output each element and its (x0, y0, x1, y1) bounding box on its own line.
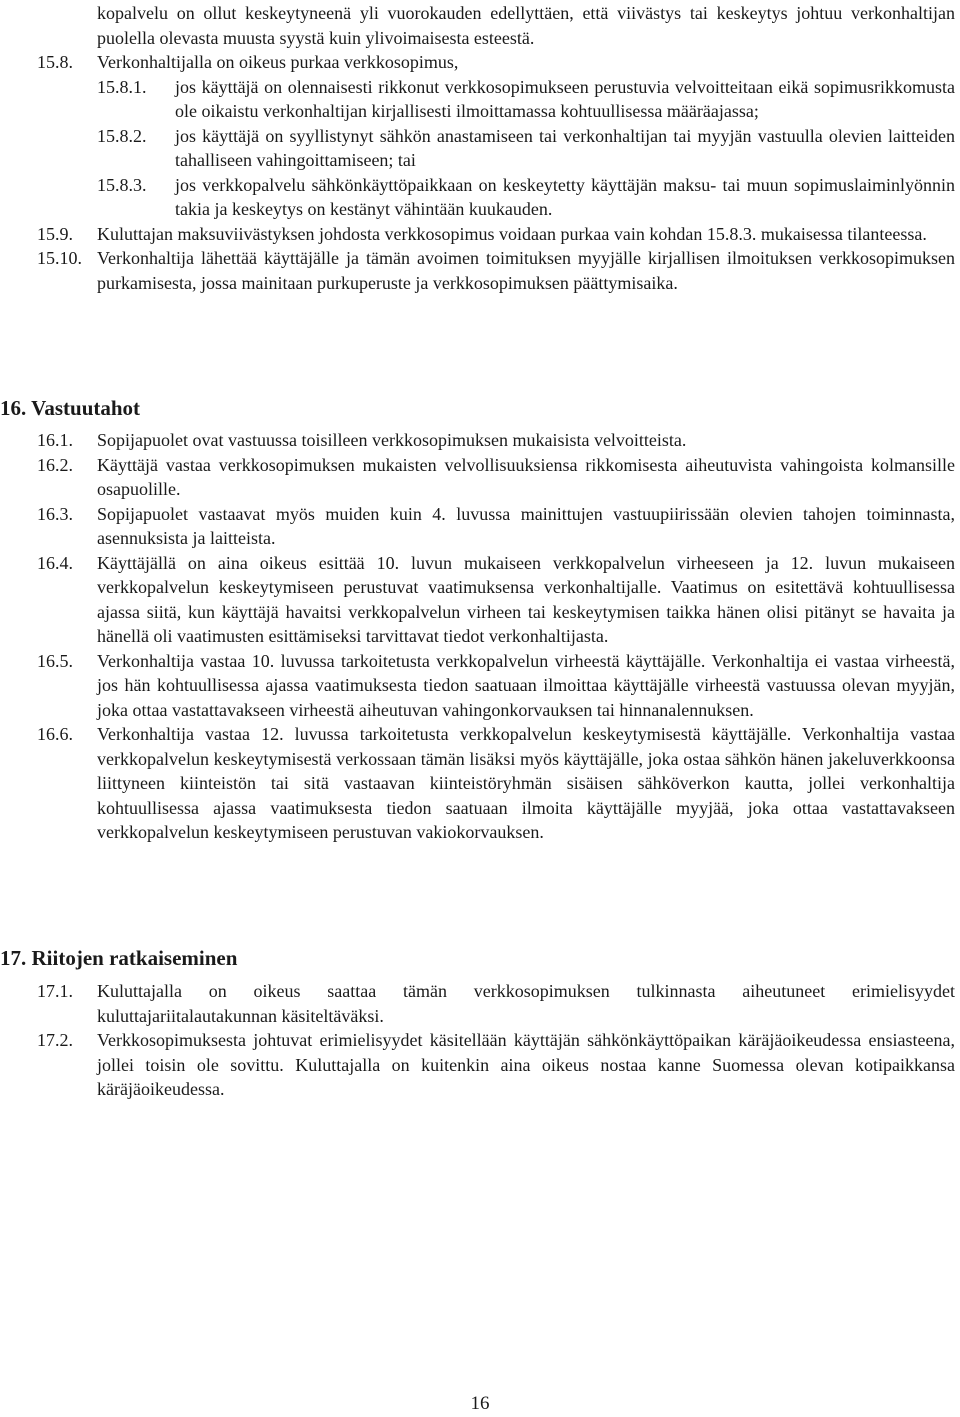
clause-text: Verkonhaltija vastaa 12. luvussa tarkoitetusta verkkopalvelun keskeytymisestä käyttäjälle. Verkonhaltija vastaa verkkopalvelun keskeytymisestä verkossaan tämän lisäksi myös käyttäjälle, joka ostaa sähkön hänen jakeluverkkoonsa liittyneen kiinteistön tai sitä vastaavan kiinteistöryhmän sisäisen sähköverkon kautta, jollei verkonhaltija kohtuullisessa ajassa vaatimuksesta tiedon saatuaan ilmoita käyttäjälle myyjää, joka ottaa vastattavakseen verkkopalvelun keskeytymiseen perustuvan vakiokorvauksen. (97, 724, 955, 842)
clause-text: Sopijapuolet ovat vastuussa toisilleen verkkosopimuksen mukaisista velvoitteista. (97, 430, 687, 450)
clause-17-1 (37, 979, 955, 1028)
clause-17-2 (37, 1028, 955, 1102)
section-heading-16: 16. Vastuutahot (0, 396, 141, 420)
clause-text: Kuluttajalla on oikeus saattaa tämän verkkosopimuksen tulkinnasta aiheutuneet erimielisyydet kuluttajariitalautakunnan käsiteltäväksi. (97, 981, 955, 1026)
clause-text: Verkkosopimuksesta johtuvat erimielisyydet käsitellään käyttäjän sähkönkäyttöpaikan käräjäoikeudessa ensiasteena, jollei toisin ole sovittu. Kuluttajalla on kuitenkin aina oikeus nostaa kanne Suomessa olevan kotipaikkansa käräjäoikeudessa. (97, 1030, 955, 1099)
paragraph-text: kopalvelu on ollut keskeytyneenä yli vuorokauden edellyttäen, että viivästys tai keskeytys johtuu verkonhaltijan puolella olevasta muusta syystä kuin ylivoimaisesta esteestä. (97, 3, 955, 48)
clause-15-8 (37, 50, 955, 75)
clause-number: 15.8.1. (97, 76, 147, 97)
section-heading-17: 17. Riitojen ratkaiseminen (0, 946, 238, 970)
clause-number: 16.5. (37, 650, 73, 671)
clause-number: 16.6. (37, 724, 73, 744)
page-number: 16 (470, 1393, 490, 1414)
clause-number: 15.10. (37, 248, 82, 268)
clause-number: 15.8.2. (97, 125, 147, 146)
clause-16-4 (37, 551, 955, 649)
clause-number: 17.1. (37, 981, 73, 1001)
clause-text: Verkonhaltija lähettää käyttäjälle ja tämän avoimen toimituksen myyjälle kirjallisen ilmoituksen verkkosopimuksen purkamisesta, jossa mainitaan purkuperuste ja verkkosopimuksen päättymisaika. (97, 248, 955, 293)
clause-number: 15.8.3. (97, 174, 147, 195)
section-17 (37, 979, 955, 1102)
clause-16-2 (37, 453, 955, 502)
clause-number: 16.3. (37, 503, 73, 524)
clause-text: jos käyttäjä on syyllistynyt sähkön anastamiseen tai verkonhaltijan tai myyjän vastuulla olevien laitteiden tahalliseen vahingoittamiseen; tai (175, 125, 955, 170)
section-15-8 (37, 50, 955, 295)
clause-16-6 (37, 722, 955, 845)
clause-number: 16.4. (37, 552, 73, 573)
clause-text: Verkonhaltija vastaa 10. luvussa tarkoitetusta verkkopalvelun virheestä käyttäjälle. Verkonhaltija ei vastaa virheestä, jos hän kohtuullisessa ajassa vaatimuksesta tiedon saatuaan ilmoittaa käyttäjälle virheestä vastuussa olevan myyjän, joka ottaa vastattavakseen virheestä aiheutuvan vahingonkorvauksen tai hinnanalennuksen. (97, 650, 955, 720)
clause-16-1 (37, 428, 955, 453)
clause-15-8-3 (97, 173, 955, 222)
clause-number: 15.8. (37, 52, 73, 72)
clause-15-8-1 (97, 75, 955, 124)
clause-number: 16.1. (37, 430, 73, 450)
clause-text: jos verkkopalvelu sähkönkäyttöpaikkaan on keskeytetty käyttäjän maksu- tai muun sopimuslaiminlyönnin takia ja keskeytys on kestänyt vähintään kuukauden. (175, 174, 955, 219)
clause-15-9 (37, 222, 955, 247)
clause-16-3 (37, 502, 955, 551)
clause-text: Kuluttajan maksuviivästyksen johdosta verkkosopimus voidaan purkaa vain kohdan 15.8.3. mukaisessa tilanteessa. (97, 223, 927, 244)
clause-number: 17.2. (37, 1030, 73, 1050)
clause-15-10 (37, 246, 955, 295)
clause-number: 15.9. (37, 223, 73, 244)
clause-text: jos käyttäjä on olennaisesti rikkonut verkkosopimukseen perustuvia velvoitteitaan eikä sopimusrikkomusta ole oikaistu verkonhaltijan kirjallisesti ilmoittamassa kohtuullisessa määräajassa; (175, 76, 955, 121)
clause-text: Käyttäjä vastaa verkkosopimuksen mukaisten velvollisuuksiensa rikkomisesta aiheutuvista vahingoista kolmansille osapuolille. (97, 454, 955, 499)
section-16 (37, 428, 955, 845)
clause-number: 16.2. (37, 454, 73, 475)
clause-text: Sopijapuolet vastaavat myös muiden kuin 4. luvussa mainittujen vastuupiirissään olevien tahojen toiminnasta, asennuksista ja laitteista. (97, 503, 955, 548)
clause-16-5 (37, 649, 955, 723)
clause-text: Käyttäjällä on aina oikeus esittää 10. luvun mukaiseen verkkopalvelun virheeseen ja 12. luvun mukaiseen verkkopalvelun keskeytymiseen perustuvat vaatimuksensa verkonhaltijalle. Vaatimus on esitettävä kohtuullisessa ajassa siitä, kun käyttäjä havaitsi verkkopalvelun virheen tai keskeytymisen taikka hänen olisi pitänyt se havaita ja hänellä oli vaatimusten esittämiseksi tarvittavat tiedot verkonhaltijasta. (97, 552, 955, 646)
clause-15-8-2 (97, 124, 955, 173)
clause-text: Verkonhaltijalla on oikeus purkaa verkkosopimus, (97, 52, 459, 72)
continuation-paragraph (97, 1, 955, 50)
